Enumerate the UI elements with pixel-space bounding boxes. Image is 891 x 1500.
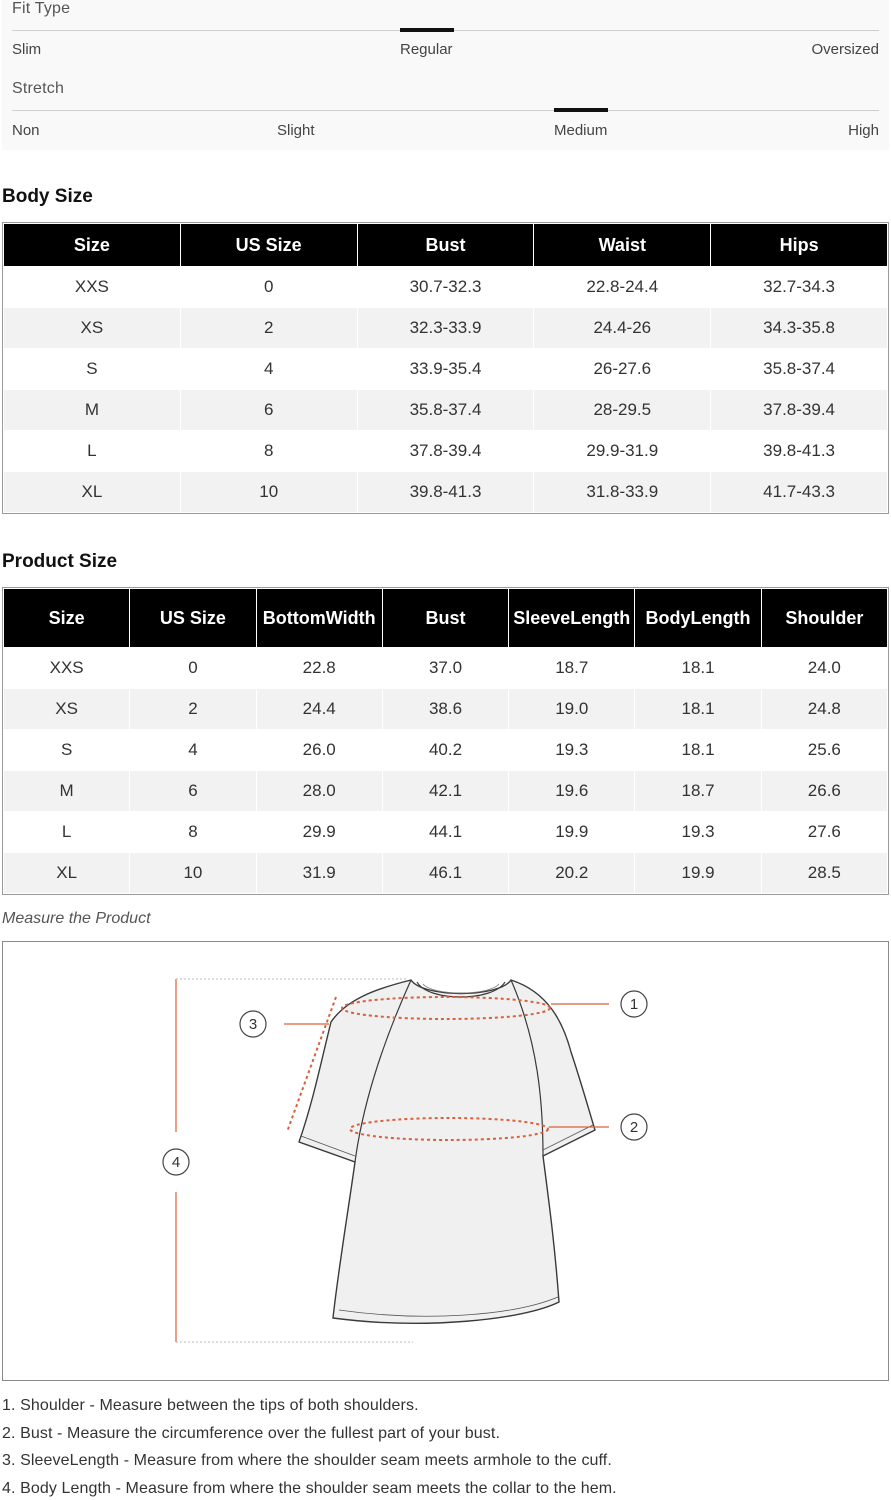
table-cell: 38.6 bbox=[383, 689, 508, 729]
table-cell: 22.8 bbox=[257, 648, 382, 688]
note-shoulder: 1. Shoulder - Measure between the tips of both shoulders. bbox=[2, 1397, 419, 1414]
table-cell: 26.0 bbox=[257, 730, 382, 770]
product-size-header-bottom-width: BottomWidth bbox=[257, 589, 382, 647]
stretch-option-medium: Medium bbox=[554, 122, 608, 139]
table-cell: 35.8-37.4 bbox=[358, 390, 534, 430]
table-cell: XXS bbox=[4, 267, 180, 307]
product-size-header-shoulder: Shoulder bbox=[762, 589, 887, 647]
table-cell: L bbox=[4, 431, 180, 471]
table-cell: 24.8 bbox=[762, 689, 887, 729]
stretch-track bbox=[12, 110, 879, 111]
table-cell: 24.4 bbox=[257, 689, 382, 729]
body-size-header-hips: Hips bbox=[711, 224, 887, 266]
tshirt-diagram-svg bbox=[3, 942, 888, 1380]
table-cell: XS bbox=[4, 689, 129, 729]
body-size-header-us-size: US Size bbox=[181, 224, 357, 266]
table-cell: 34.3-35.8 bbox=[711, 308, 887, 348]
fit-type-label: Fit Type bbox=[12, 0, 71, 17]
fit-type-selected-marker bbox=[400, 28, 454, 32]
table-cell: 30.7-32.3 bbox=[358, 267, 534, 307]
table-cell: 4 bbox=[181, 349, 357, 389]
table-cell: 8 bbox=[181, 431, 357, 471]
table-row bbox=[4, 431, 887, 471]
fit-option-slim: Slim bbox=[12, 41, 42, 58]
table-cell: 6 bbox=[130, 771, 255, 811]
table-row bbox=[4, 730, 887, 770]
table-cell: 8 bbox=[130, 812, 255, 852]
product-size-header-size: Size bbox=[4, 589, 129, 647]
table-cell: 20.2 bbox=[509, 853, 634, 893]
table-cell: 19.9 bbox=[635, 853, 760, 893]
note-bust: 2. Bust - Measure the circumference over the fullest part of your bust. bbox=[2, 1424, 500, 1442]
product-size-header-us-size: US Size bbox=[130, 589, 255, 647]
table-cell: 28.5 bbox=[762, 853, 887, 893]
table-cell: 39.8-41.3 bbox=[358, 472, 534, 512]
table-cell: 46.1 bbox=[383, 853, 508, 893]
marker-2-label: 2 bbox=[629, 1119, 639, 1136]
product-size-header-body-length: BodyLength bbox=[635, 589, 760, 647]
table-cell: 19.6 bbox=[509, 771, 634, 811]
table-cell: 22.8-24.4 bbox=[534, 267, 710, 307]
table-cell: XL bbox=[4, 853, 129, 893]
body-size-header-row bbox=[4, 224, 887, 266]
table-cell: 40.2 bbox=[383, 730, 508, 770]
table-cell: 35.8-37.4 bbox=[711, 349, 887, 389]
table-row bbox=[4, 390, 887, 430]
table-cell: 0 bbox=[130, 648, 255, 688]
table-cell: 10 bbox=[130, 853, 255, 893]
table-cell: 19.0 bbox=[509, 689, 634, 729]
table-cell: 26.6 bbox=[762, 771, 887, 811]
table-cell: 32.3-33.9 bbox=[358, 308, 534, 348]
table-cell: 37.0 bbox=[383, 648, 508, 688]
body-size-header-waist: Waist bbox=[534, 224, 710, 266]
table-row bbox=[4, 812, 887, 852]
table-row bbox=[4, 689, 887, 729]
product-size-header-row bbox=[4, 589, 887, 647]
measurement-diagram bbox=[2, 941, 889, 1381]
table-cell: 4 bbox=[130, 730, 255, 770]
table-cell: 26-27.6 bbox=[534, 349, 710, 389]
table-cell: 32.7-34.3 bbox=[711, 267, 887, 307]
table-cell: 18.7 bbox=[635, 771, 760, 811]
table-cell: 27.6 bbox=[762, 812, 887, 852]
table-row bbox=[4, 648, 887, 688]
table-cell: 33.9-35.4 bbox=[358, 349, 534, 389]
note-sleeve-length: 3. SleeveLength - Measure from where the shoulder seam meets armhole to the cuff. bbox=[2, 1452, 612, 1469]
product-size-table bbox=[2, 587, 889, 895]
table-cell: 0 bbox=[181, 267, 357, 307]
table-cell: 28-29.5 bbox=[534, 390, 710, 430]
stretch-selected-marker bbox=[554, 108, 608, 112]
table-cell: 37.8-39.4 bbox=[358, 431, 534, 471]
table-cell: S bbox=[4, 349, 180, 389]
table-cell: 6 bbox=[181, 390, 357, 430]
product-size-header-bust: Bust bbox=[383, 589, 508, 647]
note-body-length: 4. Body Length - Measure from where the shoulder seam meets the collar to the hem. bbox=[2, 1479, 617, 1497]
stretch-label: Stretch bbox=[12, 80, 65, 97]
table-cell: 44.1 bbox=[383, 812, 508, 852]
table-cell: XL bbox=[4, 472, 180, 512]
body-size-title: Body Size bbox=[2, 186, 93, 207]
table-cell: 18.7 bbox=[509, 648, 634, 688]
table-cell: 29.9-31.9 bbox=[534, 431, 710, 471]
table-cell: 2 bbox=[130, 689, 255, 729]
fit-option-oversized: Oversized bbox=[811, 41, 879, 58]
product-size-header-sleeve-length: SleeveLength bbox=[509, 589, 634, 647]
fit-stretch-panel bbox=[2, 0, 889, 150]
table-cell: 28.0 bbox=[257, 771, 382, 811]
measure-caption: Measure the Product bbox=[2, 910, 151, 927]
table-cell: 29.9 bbox=[257, 812, 382, 852]
tshirt-icon bbox=[299, 980, 595, 1323]
table-cell: 2 bbox=[181, 308, 357, 348]
table-cell: 18.1 bbox=[635, 689, 760, 729]
table-row bbox=[4, 267, 887, 307]
table-cell: XS bbox=[4, 308, 180, 348]
table-cell: 10 bbox=[181, 472, 357, 512]
table-row bbox=[4, 472, 887, 512]
table-cell: 24.0 bbox=[762, 648, 887, 688]
table-row bbox=[4, 308, 887, 348]
table-cell: 31.9 bbox=[257, 853, 382, 893]
product-size-title: Product Size bbox=[2, 551, 118, 572]
table-row bbox=[4, 771, 887, 811]
table-cell: S bbox=[4, 730, 129, 770]
table-cell: 18.1 bbox=[635, 648, 760, 688]
table-cell: 37.8-39.4 bbox=[711, 390, 887, 430]
table-cell: 39.8-41.3 bbox=[711, 431, 887, 471]
table-cell: 19.9 bbox=[509, 812, 634, 852]
table-cell: 41.7-43.3 bbox=[711, 472, 887, 512]
marker-3-label: 3 bbox=[248, 1016, 258, 1033]
table-cell: M bbox=[4, 390, 180, 430]
stretch-option-high: High bbox=[848, 122, 879, 139]
body-size-header-size: Size bbox=[4, 224, 180, 266]
stretch-option-slight: Slight bbox=[277, 122, 315, 139]
table-row bbox=[4, 853, 887, 893]
body-size-table bbox=[2, 222, 889, 514]
stretch-option-non: Non bbox=[12, 122, 40, 139]
table-cell: L bbox=[4, 812, 129, 852]
marker-4-label: 4 bbox=[171, 1154, 181, 1171]
table-cell: XXS bbox=[4, 648, 129, 688]
table-cell: 19.3 bbox=[635, 812, 760, 852]
measurement-notes bbox=[2, 1395, 889, 1500]
table-cell: 25.6 bbox=[762, 730, 887, 770]
table-cell: M bbox=[4, 771, 129, 811]
table-cell: 24.4-26 bbox=[534, 308, 710, 348]
table-cell: 42.1 bbox=[383, 771, 508, 811]
table-row bbox=[4, 349, 887, 389]
fit-option-regular: Regular bbox=[400, 41, 453, 58]
table-cell: 19.3 bbox=[509, 730, 634, 770]
table-cell: 18.1 bbox=[635, 730, 760, 770]
marker-1-label: 1 bbox=[629, 996, 639, 1013]
body-size-header-bust: Bust bbox=[358, 224, 534, 266]
table-cell: 31.8-33.9 bbox=[534, 472, 710, 512]
